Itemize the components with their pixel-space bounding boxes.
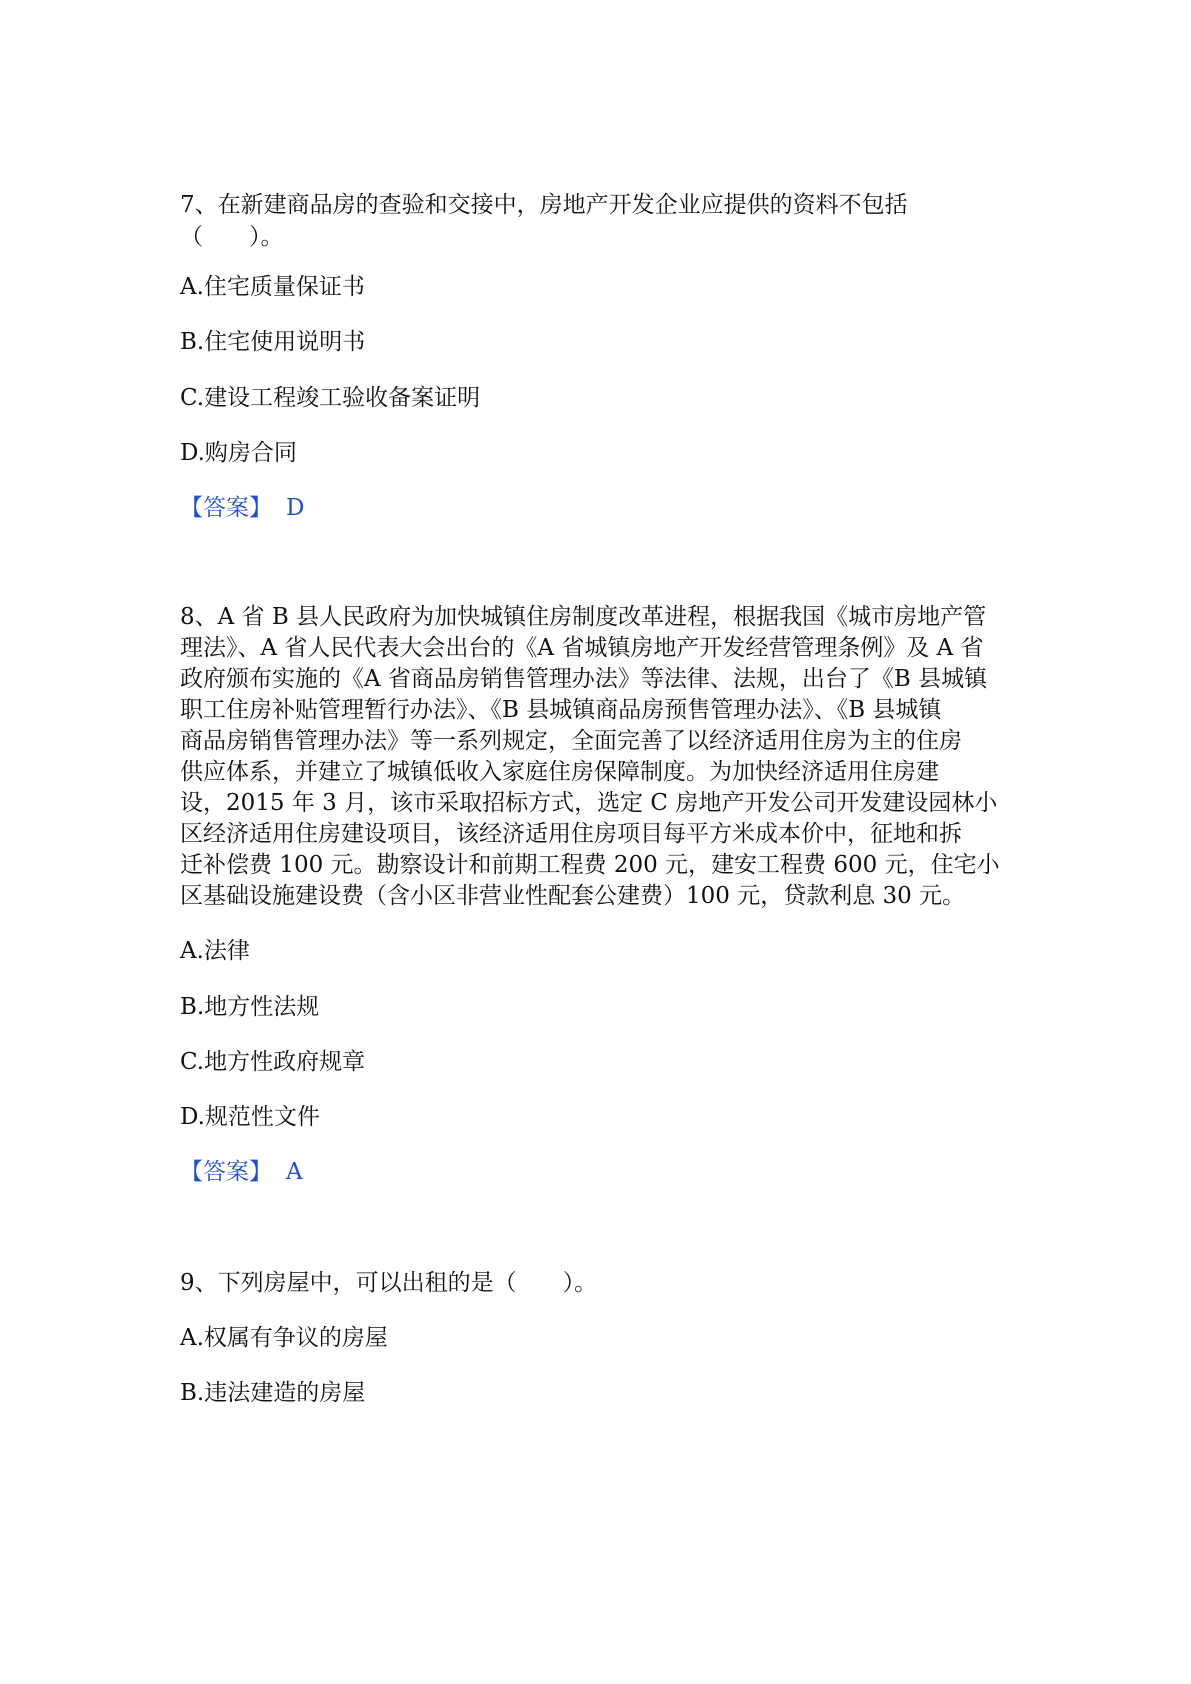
question-9-stem-line-1: 9、下列房屋中，可以出租的是（ ）。 — [180, 1270, 598, 1296]
question-7-answer — [180, 493, 304, 523]
question-8-stem-line-10: 区基础设施建设费（含小区非营业性配套公建费）100 元，贷款利息 30 元。 — [180, 883, 966, 909]
question-8-stem-line-8: 区经济适用住房建设项目，该经济适用住房项目每平方米成本价中，征地和拆 — [180, 821, 962, 847]
question-8-stem-line-7: 设，2015 年 3 月，该市采取招标方式，选定 C 房地产开发公司开发建设园林小 — [180, 790, 998, 816]
answer-label: 【答案】 — [180, 1159, 272, 1185]
question-8-stem-line-1: 8、A 省 B 县人民政府为加快城镇住房制度改革进程，根据我国《城市房地产管 — [180, 604, 987, 630]
question-8-stem-line-9: 迁补偿费 100 元。勘察设计和前期工程费 200 元，建安工程费 600 元，住宅小 — [180, 852, 1000, 878]
question-7-stem-line-2: （ ）。 — [180, 224, 284, 250]
question-7-option-d: D.购房合同 — [180, 440, 297, 466]
question-8-stem-line-3: 政府颁布实施的《A 省商品房销售管理办法》等法律、法规，出台了《B 县城镇 — [180, 666, 988, 692]
question-8-stem-line-5: 商品房销售管理办法》等一系列规定，全面完善了以经济适用住房为主的住房 — [180, 728, 962, 754]
question-8-option-d: D.规范性文件 — [180, 1104, 320, 1130]
question-7-stem-line-1: 7、在新建商品房的查验和交接中，房地产开发企业应提供的资料不包括 — [180, 192, 908, 218]
question-8-answer — [180, 1157, 303, 1187]
question-8-stem-line-6: 供应体系，并建立了城镇低收入家庭住房保障制度。为加快经济适用住房建 — [180, 759, 939, 785]
question-8-option-b: B.地方性法规 — [180, 994, 320, 1020]
question-8-option-a: A.法律 — [180, 938, 250, 964]
question-8-option-c: C.地方性政府规章 — [180, 1049, 366, 1075]
question-7-option-b: B.住宅使用说明书 — [180, 329, 366, 355]
question-7-option-a: A.住宅质量保证书 — [180, 274, 365, 300]
question-9-option-a: A.权属有争议的房屋 — [180, 1325, 388, 1351]
question-8-stem-line-4: 职工住房补贴管理暂行办法》、《B 县城镇商品房预售管理办法》、《B 县城镇 — [180, 697, 942, 723]
answer-label: 【答案】 — [180, 495, 272, 521]
question-8-stem-line-2: 理法》、A 省人民代表大会出台的《A 省城镇房地产开发经营管理条例》及 A 省 — [180, 635, 984, 661]
question-7-option-c: C.建设工程竣工验收备案证明 — [180, 385, 481, 411]
answer-value: A — [286, 1159, 303, 1185]
question-9-option-b: B.违法建造的房屋 — [180, 1380, 366, 1406]
answer-value: D — [286, 495, 305, 521]
